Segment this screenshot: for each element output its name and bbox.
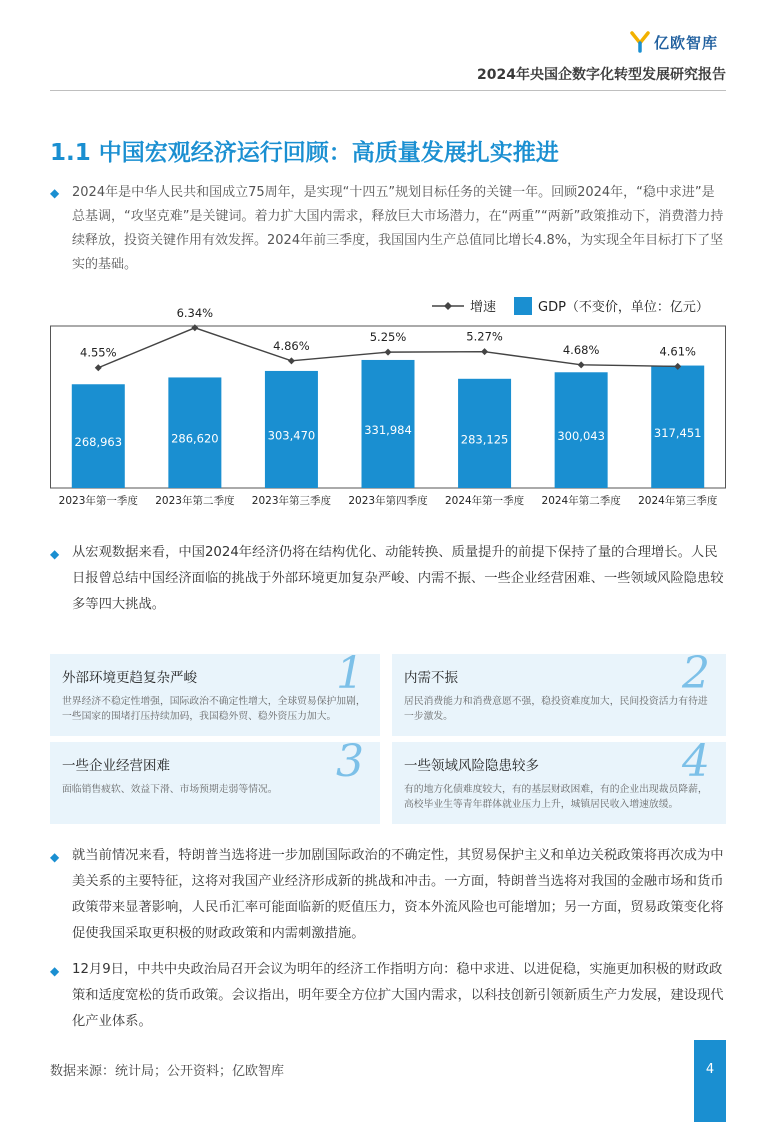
gdp-bar-label: 317,451 bbox=[653, 425, 702, 440]
challenge-title: 一些领域风险隐患较多 bbox=[404, 758, 539, 774]
challenge-title: 外部环境更趋复杂严峻 bbox=[62, 670, 197, 686]
challenge-desc: 面临销售疲软、效益下滑、市场预期走弱等情况。 bbox=[62, 784, 278, 795]
gdp-chart-svg bbox=[50, 292, 726, 512]
growth-label: 4.68% bbox=[562, 342, 600, 357]
x-tick-label: 2023年第三季度 bbox=[251, 495, 332, 507]
legend-bar-swatch bbox=[514, 297, 532, 315]
growth-point bbox=[95, 364, 102, 371]
growth-label: 5.25% bbox=[369, 330, 407, 345]
x-tick-label: 2023年第二季度 bbox=[155, 495, 235, 507]
brand-logo bbox=[630, 30, 718, 54]
challenge-number: 1 bbox=[336, 648, 364, 699]
gdp-bar-label: 283,125 bbox=[460, 432, 509, 447]
gdp-chart bbox=[50, 292, 726, 512]
page-number-badge bbox=[694, 1040, 726, 1122]
legend-label-growth: 增速 bbox=[470, 300, 497, 315]
growth-point bbox=[288, 357, 295, 364]
challenge-number: 2 bbox=[682, 648, 710, 699]
challenge-number: 3 bbox=[336, 736, 364, 787]
gdp-bar-label: 268,963 bbox=[74, 435, 123, 450]
page-number: 4 bbox=[705, 1062, 715, 1077]
growth-point bbox=[578, 361, 585, 368]
growth-point bbox=[385, 349, 392, 356]
gdp-bar-label: 286,620 bbox=[171, 431, 219, 446]
section-title: 1.1 中国宏观经济运行回顾：高质量发展扎实推进 bbox=[50, 140, 559, 166]
x-tick-label: 2023年第一季度 bbox=[58, 495, 138, 507]
challenge-card-1 bbox=[50, 648, 380, 736]
trump-paragraph: ◆ 就当前情况来看，特朗普当选将进一步加剧国际政治的不确定性，其贸易保护主义和单边关税政策将再次成为中美关系的主要特征，这将对我国产业经济形成新的挑战和冲击。一方面，特朗普当选将对我国的金融市场和货币政策带来显著影响，人民币汇率可能面临新的贬值压力，资本外流风险也可能增加；另一方面，贸易政策变化将促使我国采取更积极的财政政策和内需刺激措施。 bbox=[50, 843, 726, 947]
policy-paragraph: ◆ 12月9日，中共中央政治局召开会议为明年的经济工作指明方向：稳中求进、以进促稳，实施更加积极的财政政策和适度宽松的货币政策。会议指出，明年要全方位扩大国内需求，以科技创新引领新质生产力发展，建设现代化产业体系。 bbox=[50, 957, 726, 1035]
yiou-logo-icon bbox=[630, 31, 650, 53]
challenge-card-4 bbox=[392, 736, 726, 824]
growth-point bbox=[481, 348, 488, 355]
x-tick-label: 2023年第四季度 bbox=[348, 495, 428, 507]
legend-label-gdp: GDP（不变价，单位：亿元） bbox=[538, 300, 709, 315]
challenge-title: 内需不振 bbox=[404, 670, 458, 686]
diamond-bullet-icon: ◆ bbox=[50, 850, 60, 864]
brand-name: 亿欧智库 bbox=[654, 33, 719, 52]
legend-line-marker bbox=[444, 302, 452, 310]
gdp-bar-label: 300,043 bbox=[557, 429, 605, 444]
challenge-desc: 有的地方化债难度较大，有的基层财政困难，有的企业出现裁员降薪，高校毕业生等青年群体就业压力上升，城镇居民收入增速放缓。 bbox=[404, 784, 708, 810]
challenge-card-3 bbox=[50, 736, 380, 824]
x-tick-label: 2024年第二季度 bbox=[541, 495, 621, 507]
diamond-bullet-icon: ◆ bbox=[50, 547, 60, 561]
macro-paragraph: ◆ 从宏观数据来看，中国2024年经济仍将在结构优化、动能转换、质量提升的前提下保持了量的合理增长。人民日报曾总结中国经济面临的挑战于外部环境更加复杂严峻、内需不振、一些企业经营困难、一些领域风险隐患较多等四大挑战。 bbox=[50, 540, 726, 618]
challenge-card-2 bbox=[392, 648, 726, 736]
growth-point bbox=[191, 324, 198, 331]
x-tick-label: 2024年第三季度 bbox=[638, 495, 718, 507]
header-divider bbox=[50, 90, 726, 91]
diamond-bullet-icon: ◆ bbox=[50, 186, 60, 200]
challenge-desc: 居民消费能力和消费意愿不强，稳投资难度加大，民间投资活力有待进一步激发。 bbox=[404, 696, 708, 722]
growth-label: 4.61% bbox=[659, 344, 696, 359]
gdp-bar-label: 331,984 bbox=[364, 422, 412, 437]
diamond-bullet-icon: ◆ bbox=[50, 964, 60, 978]
x-tick-label: 2024年第一季度 bbox=[444, 495, 525, 507]
growth-label: 4.86% bbox=[273, 338, 310, 353]
challenge-number: 4 bbox=[682, 736, 710, 787]
growth-label: 6.34% bbox=[176, 305, 214, 320]
intro-paragraph: ◆ 2024年是中华人民共和国成立75周年，是实现“十四五”规划目标任务的关键一年。回顾2024年，“稳中求进”是总基调，“攻坚克难”是关键词。着力扩大国内需求，释放巨大市场潜力，在“两重”“两新”政策推动下，消费潜力持续释放，投资关键作用有效发挥。2024年前三季度，我国国内生产总值同比增长4.8%，为实现全年目标打下了坚实的基础。 bbox=[50, 181, 726, 277]
report-title: 2024年央国企数字化转型发展研究报告 bbox=[477, 67, 726, 83]
gdp-bar-label: 303,470 bbox=[267, 428, 316, 443]
challenge-desc: 世界经济不稳定性增强，国际政治不确定性增大，全球贸易保护加剧，一些国家的围堵打压持续加码，我国稳外贸、稳外资压力加大。 bbox=[62, 696, 366, 722]
growth-label: 4.55% bbox=[80, 345, 117, 360]
challenge-title: 一些企业经营困难 bbox=[62, 758, 170, 774]
data-source: 数据来源：统计局；公开资料；亿欧智库 bbox=[50, 1064, 285, 1079]
growth-label: 5.27% bbox=[466, 329, 503, 344]
